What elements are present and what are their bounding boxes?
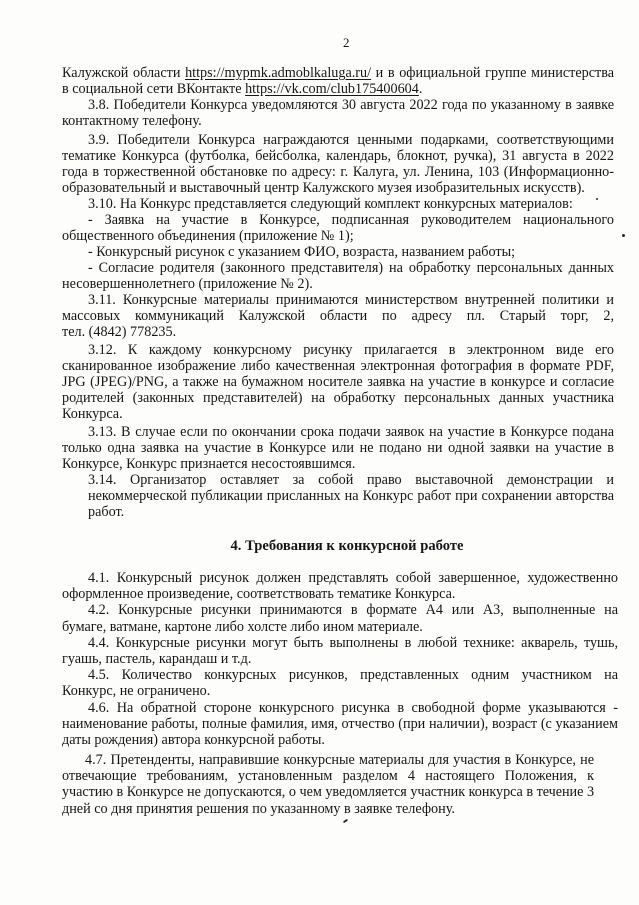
scan-speck — [343, 819, 348, 824]
text-line: 4.7. Претенденты, направившие конкурсные материалы для участия в Конкурсе, не — [85, 752, 594, 769]
link-vk-group[interactable]: https://vk.com/club175400604 — [245, 81, 419, 97]
clause-3-14 — [88, 472, 614, 520]
text-line: оформленное произведение, соответствовать тематике Конкурса. — [62, 586, 456, 603]
clause-3-10 — [62, 196, 614, 212]
text-line: контактному телефону. — [62, 113, 202, 129]
section-4-heading: 4. Требования к конкурсной работе — [230, 538, 464, 554]
clause-3-9 — [62, 132, 614, 196]
text-line: только одна заявка на участие в Конкурсе или не подано ни одной заявки на участие в — [62, 440, 614, 456]
text-line: Конкурса. — [62, 406, 123, 422]
text-line: участию в Конкурсе не допускаются, о чем уведомляется участник конкурса в течение 3 — [62, 784, 594, 801]
text-line: - Конкурсный рисунок с указанием ФИО, возраста, названием работы; — [88, 244, 516, 260]
page-number: 2 — [343, 35, 350, 50]
clause-3-8 — [62, 97, 614, 129]
text-line: 3.8. Победители Конкурса уведомляются 30 августа 2022 года по указанному в заявке — [88, 97, 614, 113]
list-item — [62, 212, 614, 244]
clause-3-13 — [62, 424, 614, 472]
clause-4-6 — [62, 700, 618, 749]
text-line: JPG (JPEG)/PNG, а также на бумажном носителе заявка на участие в конкурсе и согласие — [62, 374, 614, 390]
text-line: 3.9. Победители Конкурса награждаются ценными подарками, соответствующими — [88, 132, 614, 148]
section-4-text — [62, 570, 618, 817]
text-line: отвечающие требованиям, установленным разделом 4 настоящего Положения, к — [62, 768, 594, 785]
text-line: бумаге, ватмане, картоне либо холсте либо ином материале. — [62, 618, 423, 635]
text-line: образовательный и выставочный центр Калужского музея изобразительных искусств). — [62, 180, 585, 196]
text-line: 3.12. К каждому конкурсному рисунку прилагается в электронном виде его — [88, 342, 614, 358]
text-line: массовых коммуникаций Калужской области по адресу пл. Старый торг, 2, — [62, 308, 614, 324]
text-line — [62, 65, 614, 81]
text-line: несовершеннолетнего (приложение № 2). — [62, 276, 313, 292]
scan-speck — [622, 234, 625, 237]
clause-3-11 — [62, 292, 614, 340]
text-line: родителей (законных представителей) на обработку персональных данных участника — [62, 390, 614, 406]
clause-4-2 — [62, 602, 618, 634]
text-line: 4.5. Количество конкурсных рисунков, представленных одним участником на — [88, 667, 618, 684]
text-segment: Калужской области — [62, 65, 186, 81]
text-segment: и в официальной группе министерства — [371, 65, 615, 81]
section-3-text — [62, 65, 614, 520]
text-segment: в социальной сети ВКонтакте — [62, 81, 246, 97]
text-line: тематике Конкурса (футболка, бейсболка, календарь, блокнот, ручка), 31 августа в 2022 — [62, 148, 614, 164]
text-line: 4.1. Конкурсный рисунок должен представлять собой завершенное, художественно — [88, 570, 618, 586]
link-mypmk[interactable]: https://mypmk.admoblkaluga.ru/ — [185, 65, 372, 81]
clause-4-7 — [62, 752, 594, 817]
text-segment: . — [418, 81, 423, 97]
text-line: сканированное изображение либо качественная электронная фотография в формате PDF, — [62, 358, 614, 374]
text-line: - Согласие родителя (законного представителя) на обработку персональных данных — [88, 260, 614, 276]
list-item — [62, 244, 614, 260]
clause-3-12 — [62, 342, 614, 422]
text-line: дней со дня принятия решения по указанному в заявке телефону. — [62, 800, 455, 817]
clause-4-5 — [62, 667, 618, 699]
text-line: 3.10. На Конкурс представляется следующий комплект конкурсных материалов: — [88, 196, 573, 212]
text-line: наименование работы, полные фамилия, имя, отчество (при наличии), возраст (с указанием — [62, 715, 618, 732]
text-line: работ. — [88, 504, 125, 520]
paragraph-continuation — [62, 65, 614, 97]
text-line: общественного объединения (приложение № 1); — [62, 228, 354, 244]
text-line: 4.4. Конкурсные рисунки могут быть выполнены в любой технике: акварель, тушь, — [88, 634, 618, 651]
text-line: - Заявка на участие в Конкурсе, подписанная руководителем национального — [88, 212, 614, 228]
text-line: 3.11. Конкурсные материалы принимаются министерством внутренней политики и — [88, 292, 614, 308]
text-line: 4.2. Конкурсные рисунки принимаются в формате А4 или А3, выполненные на — [88, 602, 618, 619]
text-line: гуашь, пастель, карандаш и т.д. — [62, 651, 252, 668]
clause-4-4 — [62, 635, 618, 667]
text-line: даты рождения) автора конкурсной работы. — [62, 732, 325, 749]
text-line: года в торжественной обстановке по адресу: г. Калуга, ул. Ленина, 103 (Информационно- — [62, 164, 614, 180]
list-item — [62, 260, 614, 292]
text-line: 3.14. Организатор оставляет за собой право выставочной демонстрации и — [88, 472, 614, 488]
text-line — [62, 81, 614, 97]
text-line: 4.6. На обратной стороне конкурсного рисунка в свободной форме указываются - — [88, 699, 618, 716]
clause-4-1 — [62, 570, 618, 602]
text-line: Конкурсе, Конкурс признается несостоявшимся. — [62, 456, 356, 472]
text-line: некоммерческой публикации присланных на Конкурс работ при сохранении авторства — [88, 488, 614, 504]
scan-speck — [596, 198, 598, 200]
text-line: тел. (4842) 778235. — [62, 324, 177, 340]
text-line: Конкурс, не ограничено. — [62, 683, 211, 700]
text-line: 3.13. В случае если по окончании срока подачи заявок на участие в Конкурсе подана — [88, 424, 614, 440]
